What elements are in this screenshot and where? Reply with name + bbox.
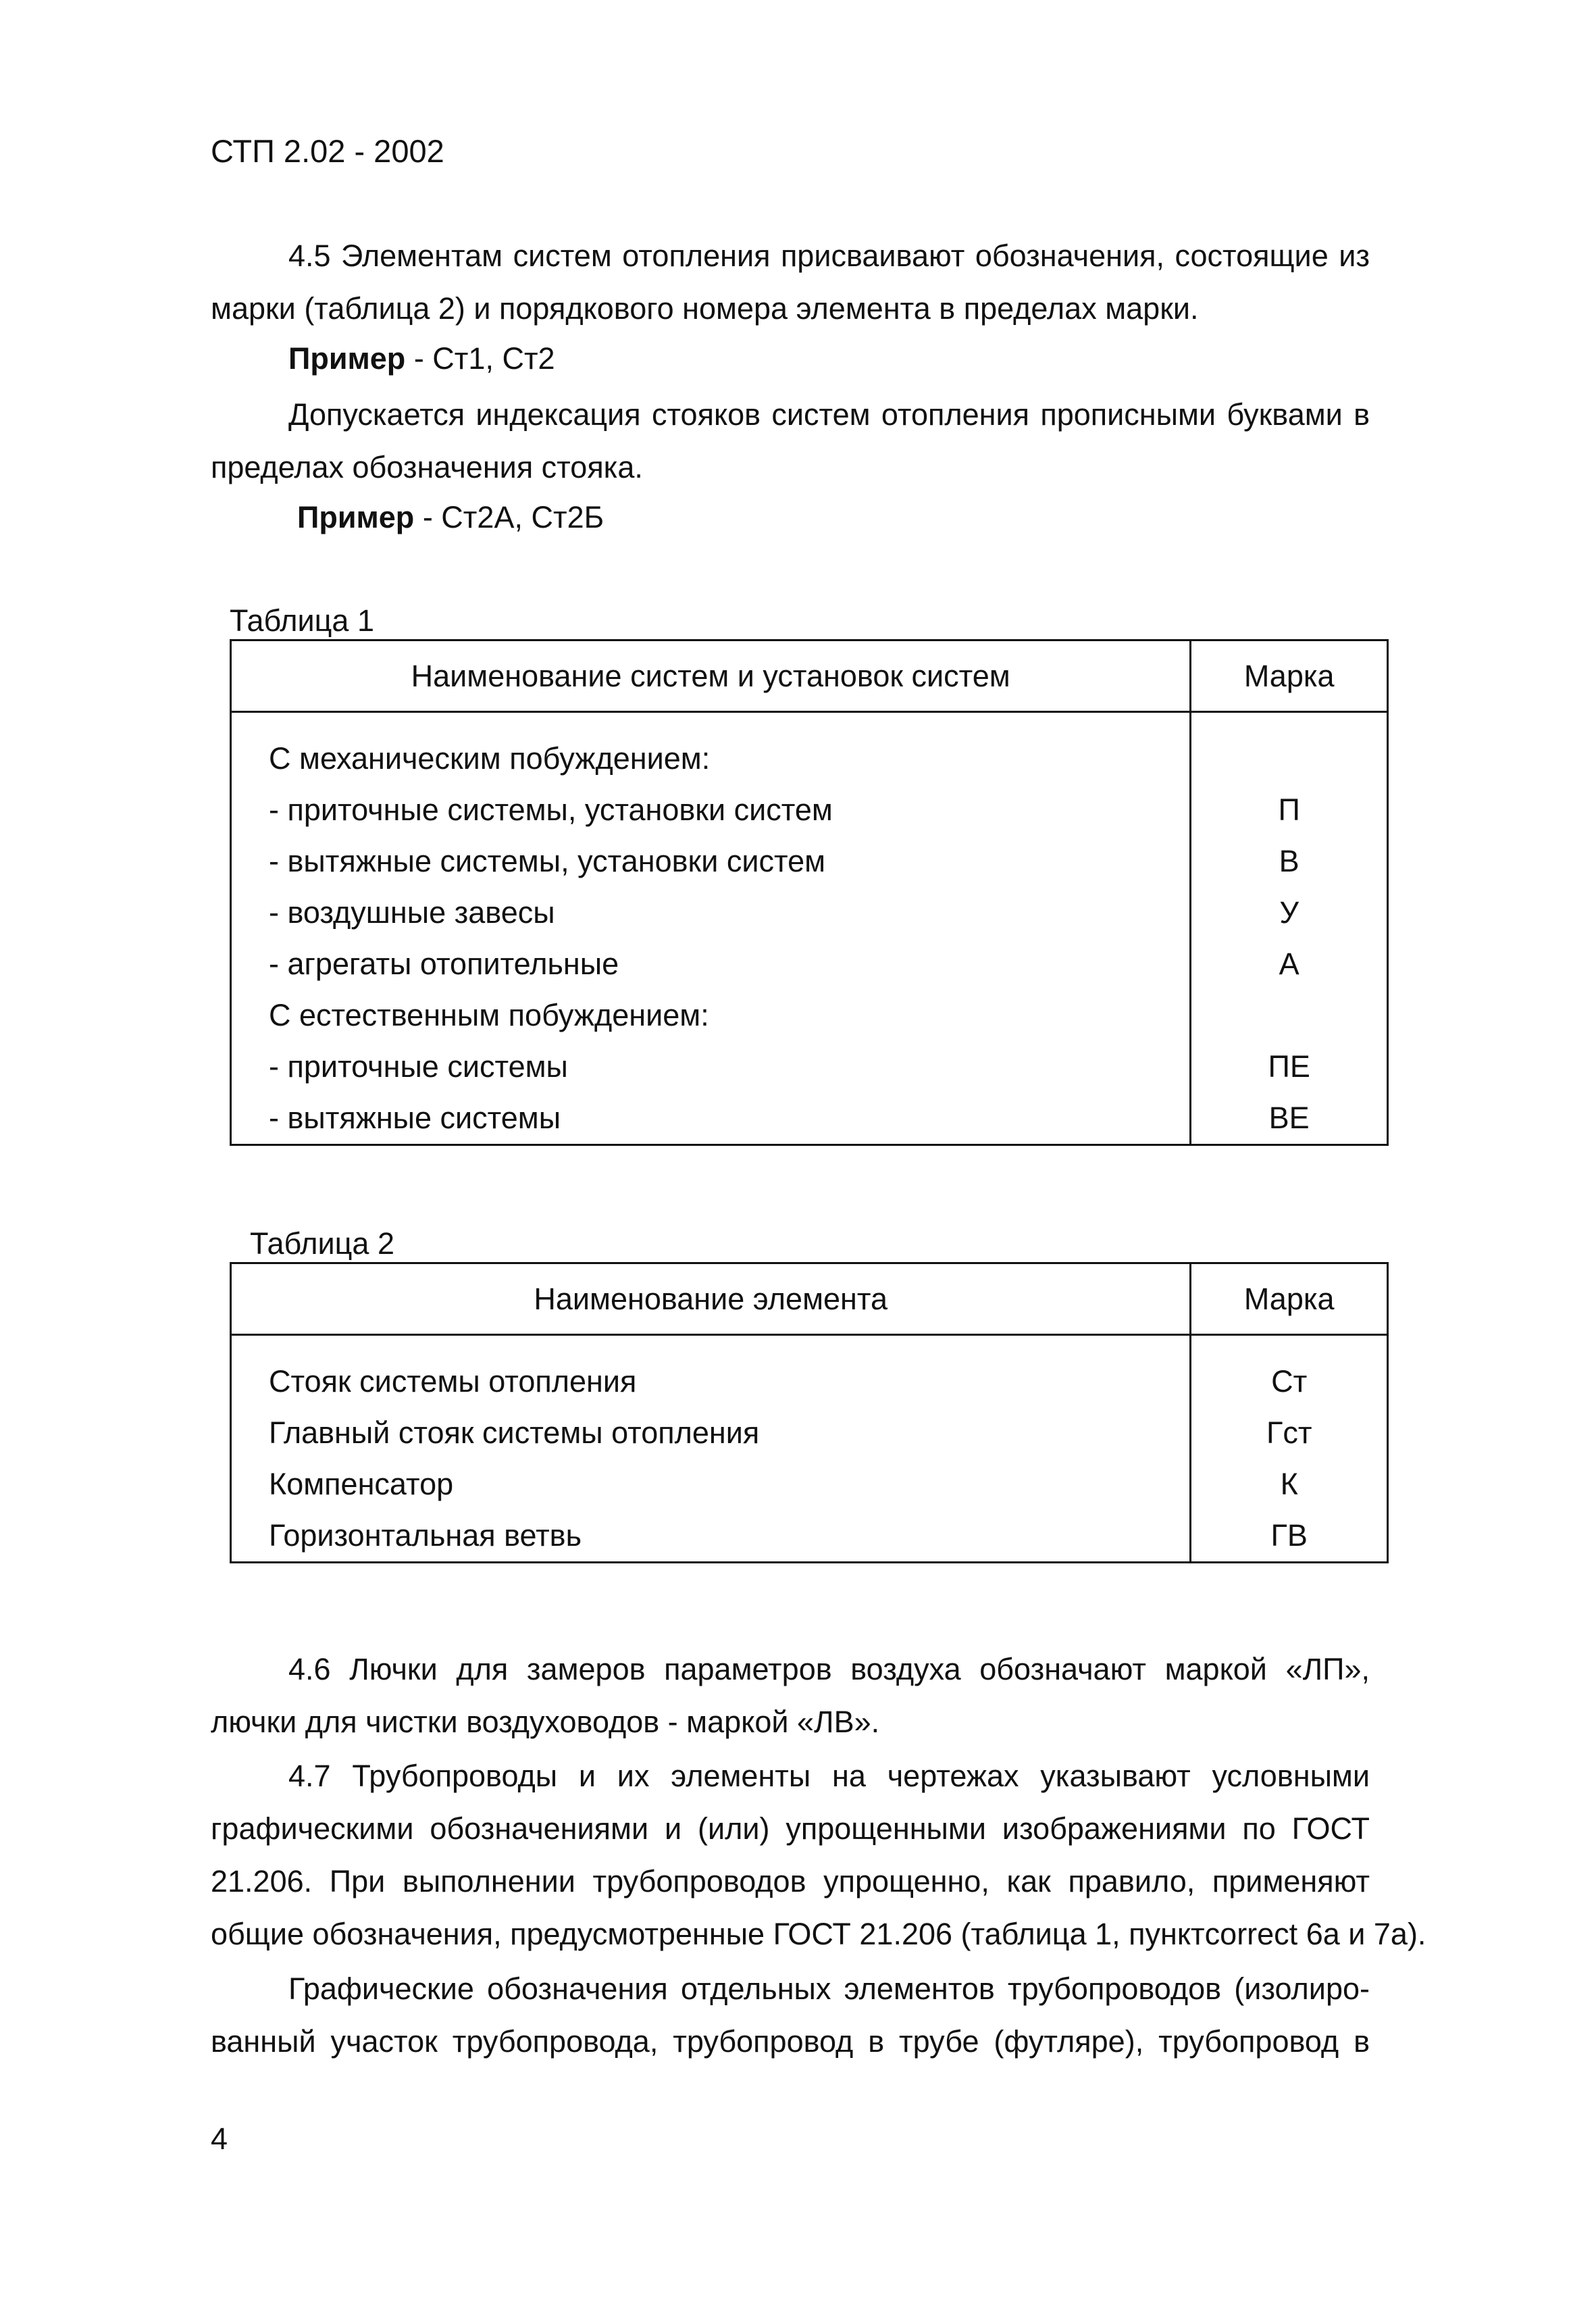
table-row <box>231 1092 1388 1145</box>
table-header-name: Наименование элемента <box>231 1263 1191 1335</box>
paragraph-4-7 <box>211 1750 1426 1961</box>
table-cell-name: - приточные системы, установки систем <box>231 784 1191 836</box>
table-cell-name: - вытяжные системы <box>231 1092 1191 1145</box>
table-cell-mark: ВЕ <box>1268 1101 1310 1135</box>
paragraph-line: 4.7 Трубопроводы и их элементы на чертежах указывают условными <box>288 1759 1370 1793</box>
example-1 <box>288 341 555 376</box>
table-row <box>231 784 1388 836</box>
paragraph-line: 21.206. При выполнении трубопроводов упрощенно, как правило, применяют <box>211 1864 1370 1898</box>
paragraph-4-5 <box>211 230 1370 335</box>
paragraph-line: 4.5 Элементам систем отопления присваивают обозначения, состоящие из <box>288 238 1370 273</box>
page-number: 4 <box>211 2121 228 2156</box>
paragraph-line: пределах обозначения стояка. <box>211 450 643 484</box>
table-row <box>231 836 1388 887</box>
table-2 <box>230 1262 1389 1563</box>
table-cell-mark <box>1191 990 1388 1041</box>
table-row <box>231 887 1388 938</box>
table-row <box>231 1510 1388 1563</box>
table-cell-name: - приточные системы <box>231 1041 1191 1092</box>
paragraph-line: ванный участок трубопровода, трубопровод в трубе (футляре), трубопровод в <box>211 2024 1370 2059</box>
table-cell-name: - воздушные завесы <box>231 887 1191 938</box>
table-cell-mark: А <box>1279 947 1299 981</box>
table-cell-mark: ГВ <box>1270 1518 1308 1553</box>
paragraph-line: Графические обозначения отдельных элементов трубопроводов (изолиро- <box>288 1971 1370 2006</box>
table-cell-mark <box>1191 712 1388 785</box>
table-row <box>231 712 1388 785</box>
paragraph-line: графическими обозначениями и (или) упрощенными изображениями по ГОСТ <box>211 1811 1370 1846</box>
table-row <box>231 1335 1388 1408</box>
table-cell-mark: К <box>1280 1467 1298 1501</box>
table-header-mark: Марка <box>1191 1263 1388 1335</box>
table-cell-mark: У <box>1279 895 1299 930</box>
table-cell-name: Горизонтальная ветвь <box>231 1510 1191 1563</box>
table-1-caption: Таблица 1 <box>230 603 374 638</box>
table-row <box>231 1459 1388 1510</box>
table-row <box>231 1041 1388 1092</box>
paragraph-line: 4.6 Лючки для замеров параметров воздуха обозначают маркой «ЛП», <box>288 1652 1370 1686</box>
paragraph-4-6 <box>211 1643 1370 1749</box>
table-row <box>231 1407 1388 1459</box>
table-cell-name: Компенсатор <box>231 1459 1191 1510</box>
table-cell-mark: ПЕ <box>1268 1049 1310 1084</box>
paragraph-line: общие обозначения, предусмотренные ГОСТ 21.206 (таблица 1, пунктcorrect 6а и 7а). <box>211 1917 1426 1951</box>
table-cell-name: С механическим побуждением: <box>231 712 1191 785</box>
table-cell-name: - агрегаты отопительные <box>231 938 1191 990</box>
paragraph-line: марки (таблица 2) и порядкового номера элемента в пределах марки. <box>211 291 1199 326</box>
example-2 <box>297 500 604 535</box>
document-code-header: СТП 2.02 - 2002 <box>211 133 444 169</box>
table-cell-name: С естественным побуждением: <box>231 990 1191 1041</box>
paragraph-line: Допускается индексация стояков систем отопления прописными буквами в <box>288 397 1370 432</box>
table-cell-name: Стояк системы отопления <box>231 1335 1191 1408</box>
table-cell-name: - вытяжные системы, установки систем <box>231 836 1191 887</box>
paragraph-graphic-designations <box>211 1963 1370 2068</box>
paragraph-4-5-note <box>211 388 1370 494</box>
table-cell-mark: Гст <box>1266 1415 1312 1450</box>
table-cell-mark: П <box>1278 793 1300 827</box>
table-header-mark: Марка <box>1191 640 1388 712</box>
table-header-name: Наименование систем и установок систем <box>231 640 1191 712</box>
paragraph-line: лючки для чистки воздуховодов - маркой «ЛВ». <box>211 1705 880 1739</box>
example-text: - Ст2А, Ст2Б <box>414 500 604 534</box>
table-2-caption: Таблица 2 <box>250 1226 394 1261</box>
example-label: Пример <box>288 341 406 376</box>
example-label: Пример <box>297 500 415 534</box>
table-cell-mark: Ст <box>1271 1364 1308 1399</box>
example-text: - Ст1, Ст2 <box>405 341 555 376</box>
table-1 <box>230 639 1389 1146</box>
table-cell-name: Главный стояк системы отопления <box>231 1407 1191 1459</box>
table-cell-mark: В <box>1279 844 1299 878</box>
table-row <box>231 938 1388 990</box>
table-row <box>231 990 1388 1041</box>
